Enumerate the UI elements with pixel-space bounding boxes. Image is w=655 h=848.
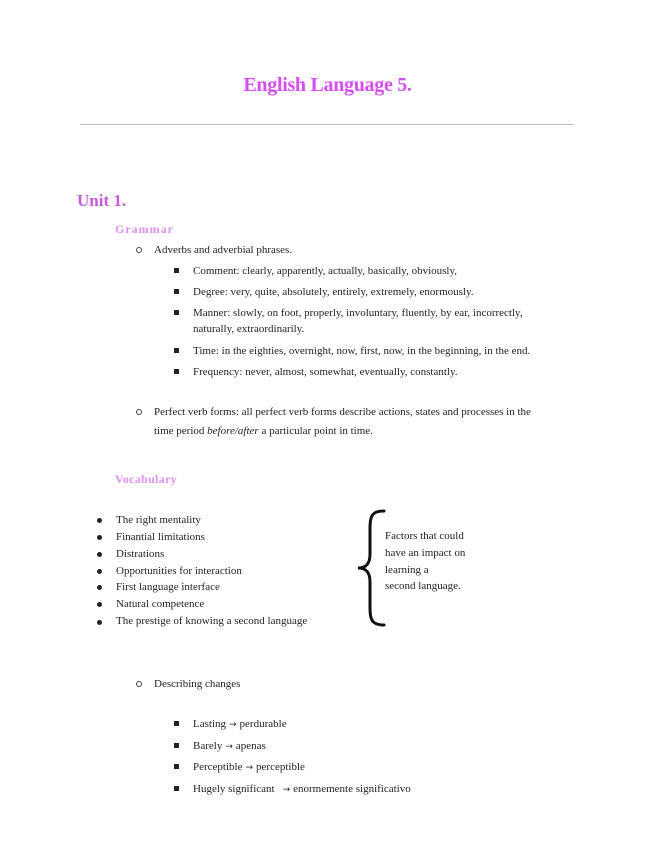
square-bullet-icon: [174, 786, 179, 791]
brace-note-line: second language.: [385, 580, 461, 592]
bullet-icon: [97, 585, 102, 590]
perfect-forms-text: time period: [154, 425, 208, 437]
brace-note-line: have an impact on: [385, 547, 466, 559]
unit-heading: Unit 1.: [77, 191, 127, 210]
square-bullet-icon: [174, 268, 179, 273]
translation-english: Barely: [193, 740, 223, 752]
translation-item: [193, 737, 266, 756]
grammar-heading: Grammar: [115, 222, 174, 236]
hollow-bullet-icon: [136, 409, 142, 415]
translation-item: [193, 758, 305, 777]
perfect-forms-text: a particular point in time.: [258, 425, 373, 437]
hollow-bullet-icon: [136, 247, 142, 253]
factor-item: Natural competence: [116, 598, 205, 610]
perfect-forms-line-2: [154, 422, 373, 440]
bullet-icon: [97, 552, 102, 557]
bullet-icon: [97, 602, 102, 607]
square-bullet-icon: [174, 348, 179, 353]
adverb-type-manner: Manner: slowly, on foot, properly, involuntary, fluently, by ear, incorrectly,: [193, 307, 523, 319]
hollow-bullet-icon: [136, 681, 142, 687]
translation-item: [193, 715, 287, 734]
bullet-icon: [97, 569, 102, 574]
perfect-forms-line-1: Perfect verb forms: all perfect verb forms describe actions, states and processes in the: [154, 406, 531, 418]
adverbs-item: Adverbs and adverbial phrases.: [154, 244, 293, 256]
square-bullet-icon: [174, 289, 179, 294]
translation-spanish: apenas: [235, 740, 266, 752]
translation-spanish: perdurable: [239, 718, 287, 730]
translation-spanish: perceptible: [256, 761, 305, 773]
square-bullet-icon: [174, 721, 179, 726]
translation-item: [193, 780, 411, 799]
bullet-icon: [97, 620, 102, 625]
factor-item: The prestige of knowing a second language: [116, 615, 308, 627]
arrow-right-icon: →: [229, 720, 237, 730]
adverb-type-comment: Comment: clearly, apparently, actually, basically, obviously,: [193, 265, 458, 277]
adverb-type-frequency: Frequency: never, almost, somewhat, eventually, constantly.: [193, 366, 458, 378]
bullet-icon: [97, 535, 102, 540]
translation-english: Lasting: [193, 718, 226, 730]
square-bullet-icon: [174, 743, 179, 748]
arrow-right-icon: →: [245, 763, 254, 773]
adverb-type-time: Time: in the eighties, overnight, now, first, now, in the beginning, in the end.: [193, 345, 531, 357]
adverb-type-degree: Degree: very, quite, absolutely, entirely, extremely, enormously.: [193, 286, 474, 298]
bullet-icon: [97, 518, 102, 523]
factor-item: Finantial limitations: [116, 531, 205, 543]
factor-item: Distrations: [116, 548, 165, 560]
factor-item: Opportunities for interaction: [116, 565, 242, 577]
square-bullet-icon: [174, 764, 179, 769]
arrow-right-icon: →: [282, 785, 291, 795]
translation-english: Perceptible: [193, 761, 243, 773]
adverb-type-manner-cont: naturally, extraordinarily.: [193, 323, 305, 335]
translation-spanish: enormemente significativo: [293, 783, 411, 795]
horizontal-rule: [80, 124, 574, 125]
describing-changes-item: Describing changes: [154, 678, 241, 690]
factor-item: First language interface: [116, 581, 220, 593]
brace-note-line: Factors that could: [385, 530, 464, 542]
perfect-forms-emphasis: before/after: [207, 425, 259, 437]
brace-note-line: learning a: [385, 564, 429, 576]
square-bullet-icon: [174, 369, 179, 374]
arrow-right-icon: →: [225, 742, 233, 752]
translation-english: Hugely significant: [193, 783, 275, 795]
square-bullet-icon: [174, 310, 179, 315]
factor-item: The right mentality: [116, 514, 201, 526]
document-title: English Language 5.: [243, 74, 412, 96]
vocabulary-heading: Vocabulary: [115, 472, 177, 486]
